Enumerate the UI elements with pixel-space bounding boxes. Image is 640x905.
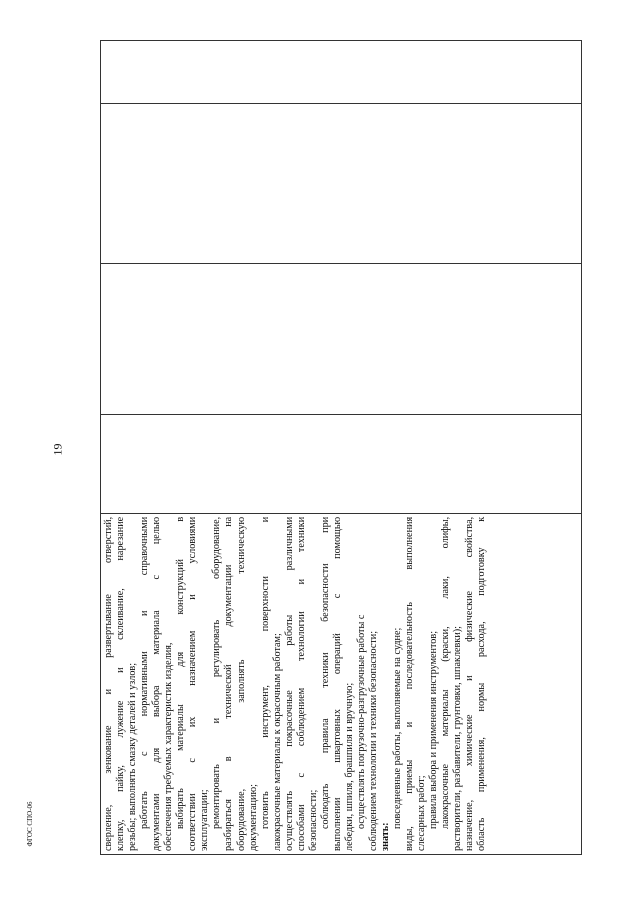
content-line: лакокрасочные материалы к окрасочным работам; xyxy=(271,633,283,851)
standards-table xyxy=(100,40,582,855)
content-line: безопасности; xyxy=(307,789,319,851)
content-line: повседневные работы, выполняемые на судне; xyxy=(392,627,404,829)
content-line: виды, приемы и последовательность выполнения xyxy=(404,516,416,851)
page-number: 19 xyxy=(50,443,65,456)
content-line: документацию; xyxy=(247,784,259,851)
content-line: лакокрасочные материалы (краски, лаки, олифы, xyxy=(440,516,452,829)
content-line: назначение, химические и физические свойства, xyxy=(464,516,476,851)
empty-cell-5 xyxy=(101,41,581,103)
content-line: разбираться в технической документации на xyxy=(223,516,235,851)
content-line: выбирать материалы для конструкций в xyxy=(175,516,187,829)
content-line: готовить инструмент, поверхности и xyxy=(259,516,271,829)
content-line: соблюдением технологии и техники безопасности; xyxy=(368,630,380,851)
content-line: соблюдать правила техники безопасности при xyxy=(319,516,331,829)
content-line: работать с нормативными и справочными xyxy=(139,516,151,829)
content-line: осуществлять покрасочные работы различными xyxy=(283,516,295,851)
content-line: документами для выбора материала с целью xyxy=(151,516,163,851)
content-line: клепку, пайку, лужение и склеивание, нарезание xyxy=(115,516,127,851)
rotated-table xyxy=(100,40,582,855)
content-line: правила выбора и применения инструментов; xyxy=(428,630,440,829)
content-line: осуществлять погрузочно-разгрузочные работы с xyxy=(355,614,367,829)
content-line: выполнении швартовных операций с помощью xyxy=(331,516,343,851)
empty-cell-2 xyxy=(101,414,581,513)
content-line: ремонтировать и регулировать оборудование, xyxy=(211,516,223,829)
competency-description-cell xyxy=(101,513,581,854)
content-line: обеспечения требуемых характеристик изделия, xyxy=(163,642,175,851)
rotated-table-wrapper xyxy=(100,40,582,855)
empty-cell-3 xyxy=(101,263,581,414)
content-line: растворители, разбавители, грунтовки, шпаклевки); xyxy=(452,626,464,851)
content-line: область применения, нормы расхода, подготовку к xyxy=(476,516,488,851)
content-line: слесарных работ; xyxy=(416,775,428,851)
content-line: лебедки, шпиля, брашпиля и вручную; xyxy=(343,682,355,851)
footer-code: ФГОС СПО-06 xyxy=(26,801,34,847)
content-line: резьбы; выполнять смазку деталей и узлов; xyxy=(127,662,139,851)
content-line: оборудование, заполнять техническую xyxy=(235,516,247,851)
content-line: знать: xyxy=(380,822,392,851)
content-line: соответствии с их назначением и условиями xyxy=(187,516,199,851)
empty-cell-4 xyxy=(101,103,581,264)
content-line: эксплуатации; xyxy=(199,789,211,851)
content-line: способами с соблюдением технологии и техники xyxy=(295,516,307,851)
content-line: сверление, зенкование и развертывание отверстий, xyxy=(103,516,114,851)
